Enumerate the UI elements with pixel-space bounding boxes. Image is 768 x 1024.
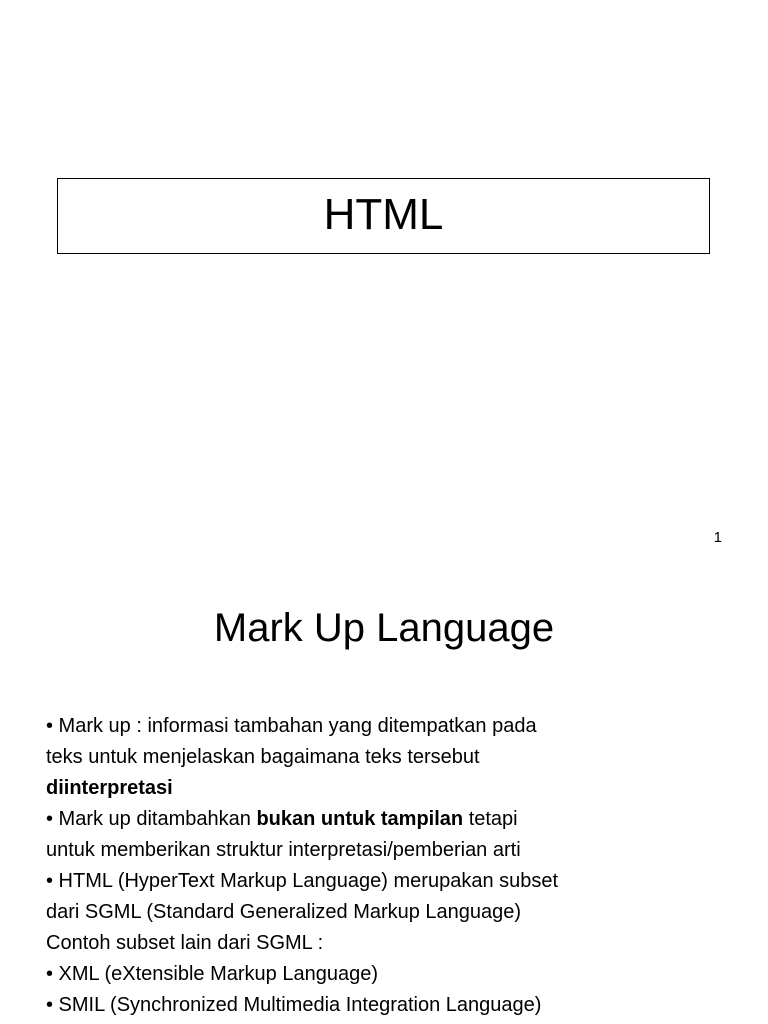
page-number: 1 [713,529,722,546]
body-line: • XML (eXtensible Markup Language) [46,963,379,985]
body-text: tetapi [463,808,518,830]
body-line [46,804,746,835]
body-text: • Mark up ditambahkan [46,808,257,830]
body-line: teks untuk menjelaskan bagaimana teks tersebut [46,746,480,768]
section-title: Mark Up Language [213,606,555,650]
slide-title: HTML [323,190,444,239]
slide-title-box [57,178,710,254]
body-line: • HTML (HyperText Markup Language) merupakan subset [46,870,559,892]
body-line: Contoh subset lain dari SGML : [46,932,324,954]
body-line: • SMIL (Synchronized Multimedia Integration Language) [46,994,542,1016]
body-line: dari SGML (Standard Generalized Markup Language) [46,901,522,923]
body-line: untuk memberikan struktur interpretasi/pemberian arti [46,839,521,861]
slide-body [46,711,746,1021]
body-line: • Mark up : informasi tambahan yang ditempatkan pada [46,715,537,737]
body-text-bold: bukan untuk tampilan [256,808,464,830]
body-line-bold: diinterpretasi [46,777,173,799]
